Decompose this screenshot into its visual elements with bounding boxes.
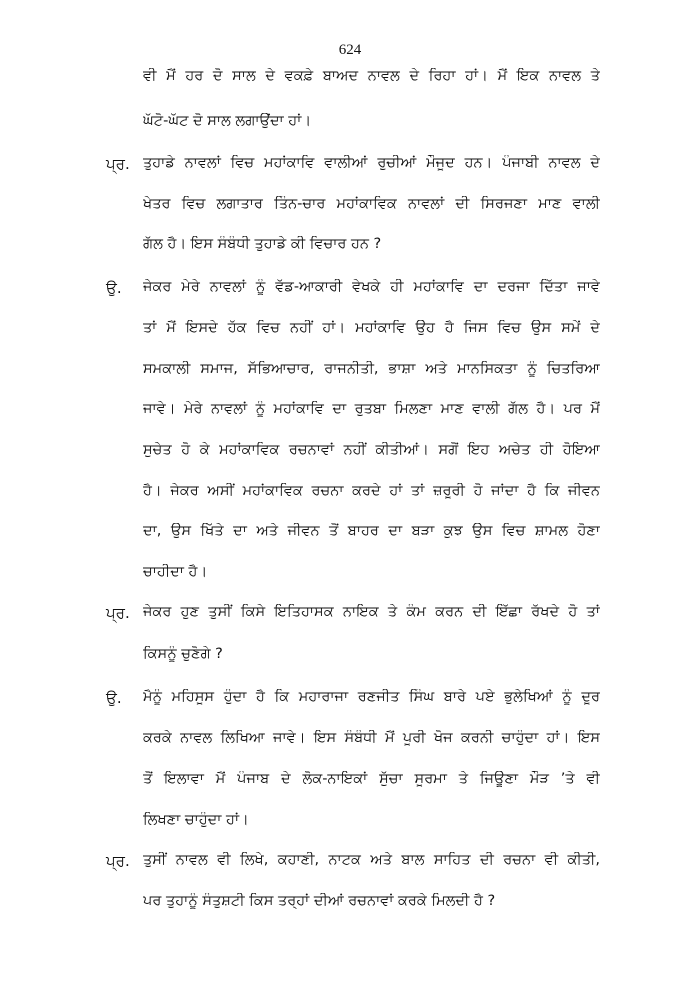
text-line: ਤਾਂ ਮੈਂ ਇਸਦੇ ਹੱਕ ਵਿਚ ਨਹੀਂ ਹਾਂ। ਮਹਾਂਕਾਵਿ ਉਹ ਹੈ ਜਿਸ ਵਿਚ ਉਸ ਸਮੇਂ ਦੇ xyxy=(143,320,600,336)
text-line: ਜੇਕਰ ਮੇਰੇ ਨਾਵਲਾਂ ਨੂੰ ਵੱਡ-ਆਕਾਰੀ ਵੇਖਕੇ ਹੀ ਮਹਾਂਕਾਵਿ ਦਾ ਦਰਜਾ ਦਿੱਤਾ ਜਾਵੇ xyxy=(143,279,600,295)
text-line: ਪਰ ਤੁਹਾਨੂੰ ਸੰਤੁਸ਼ਟੀ ਕਿਸ ਤਰ੍ਹਾਂ ਦੀਆਂ ਰਚਨਾਵਾਂ ਕਰਕੇ ਮਿਲਦੀ ਹੈ ? xyxy=(143,893,496,909)
paragraph-label: ਪ੍ਰ. xyxy=(106,155,130,173)
text-line: ਤੋਂ ਇਲਾਵਾ ਮੈਂ ਪੰਜਾਬ ਦੇ ਲੋਕ-ਨਾਇਕਾਂ ਸੁੱਚਾ ਸੂਰਮਾ ਤੇ ਜਿਊਣਾ ਮੌੜ ’ਤੇ ਵੀ xyxy=(143,771,600,787)
text-line: ਜਾਵੇ। ਮੇਰੇ ਨਾਵਲਾਂ ਨੂੰ ਮਹਾਂਕਾਵਿ ਦਾ ਰੁਤਬਾ ਮਿਲਣਾ ਮਾਣ ਵਾਲੀ ਗੱਲ ਹੈ। ਪਰ ਮੈਂ xyxy=(143,401,600,417)
paragraph-label: ਉ. xyxy=(106,689,122,707)
paragraph-label: ਉ. xyxy=(106,279,122,297)
paragraph-label: ਪ੍ਰ. xyxy=(106,852,130,870)
text-line: ਲਿਖਣਾ ਚਾਹੁੰਦਾ ਹਾਂ। xyxy=(143,812,249,828)
text-line: ਦਾ, ਉਸ ਖਿੱਤੇ ਦਾ ਅਤੇ ਜੀਵਨ ਤੋਂ ਬਾਹਰ ਦਾ ਬੜਾ ਕੁਝ ਉਸ ਵਿਚ ਸ਼ਾਮਲ ਹੋਣਾ xyxy=(143,523,600,539)
text-line: ਗੱਲ ਹੈ। ਇਸ ਸੰਬੰਧੀ ਤੁਹਾਡੇ ਕੀ ਵਿਚਾਰ ਹਨ ? xyxy=(143,236,382,252)
text-line: ਘੱਟੋ-ਘੱਟ ਦੋ ਸਾਲ ਲਗਾਉਂਦਾ ਹਾਂ। xyxy=(143,113,312,129)
text-line: ਮੈਨੂੰ ਮਹਿਸੂਸ ਹੁੰਦਾ ਹੈ ਕਿ ਮਹਾਰਾਜਾ ਰਣਜੀਤ ਸਿੰਘ ਬਾਰੇ ਪਏ ਭੁਲੇਖਿਆਂ ਨੂੰ ਦੂਰ xyxy=(143,689,600,705)
text-line: ਤੁਸੀਂ ਨਾਵਲ ਵੀ ਲਿਖੇ, ਕਹਾਣੀ, ਨਾਟਕ ਅਤੇ ਬਾਲ ਸਾਹਿਤ ਦੀ ਰਚਨਾ ਵੀ ਕੀਤੀ, xyxy=(143,852,600,868)
text-line: ਕਰਕੇ ਨਾਵਲ ਲਿਖਿਆ ਜਾਵੇ। ਇਸ ਸੰਬੰਧੀ ਮੈਂ ਪੂਰੀ ਖੋਜ ਕਰਨੀ ਚਾਹੁੰਦਾ ਹਾਂ। ਇਸ xyxy=(143,730,600,746)
text-line: ਸਮਕਾਲੀ ਸਮਾਜ, ਸੱਭਿਆਚਾਰ, ਰਾਜਨੀਤੀ, ਭਾਸ਼ਾ ਅਤੇ ਮਾਨਸਿਕਤਾ ਨੂੰ ਚਿਤਰਿਆ xyxy=(143,361,600,377)
text-line: ਸੁਚੇਤ ਹੋ ਕੇ ਮਹਾਂਕਾਵਿਕ ਰਚਨਾਵਾਂ ਨਹੀਂ ਕੀਤੀਆਂ। ਸਗੋਂ ਇਹ ਅਚੇਤ ਹੀ ਹੋਇਆ xyxy=(143,442,600,458)
paragraph-label: ਪ੍ਰ. xyxy=(106,604,130,622)
text-line: ਕਿਸਨੂੰ ਚੁਣੋਗੇ ? xyxy=(143,646,223,662)
text-line: ਵੀ ਮੈਂ ਹਰ ਦੋ ਸਾਲ ਦੇ ਵਕਫ਼ੇ ਬਾਅਦ ਨਾਵਲ ਦੇ ਰਿਹਾ ਹਾਂ। ਮੈਂ ਇਕ ਨਾਵਲ ਤੇ xyxy=(143,68,600,84)
text-line: ਤੁਹਾਡੇ ਨਾਵਲਾਂ ਵਿਚ ਮਹਾਂਕਾਵਿ ਵਾਲੀਆਂ ਰੁਚੀਆਂ ਮੌਜੂਦ ਹਨ। ਪੰਜਾਬੀ ਨਾਵਲ ਦੇ xyxy=(143,155,600,171)
text-line: ਹੈ। ਜੇਕਰ ਅਸੀਂ ਮਹਾਂਕਾਵਿਕ ਰਚਨਾ ਕਰਦੇ ਹਾਂ ਤਾਂ ਜ਼ਰੂਰੀ ਹੋ ਜਾਂਦਾ ਹੈ ਕਿ ਜੀਵਨ xyxy=(143,483,600,499)
page-number: 624 xyxy=(338,42,362,58)
text-line: ਜੇਕਰ ਹੁਣ ਤੁਸੀਂ ਕਿਸੇ ਇਤਿਹਾਸਕ ਨਾਇਕ ਤੇ ਕੰਮ ਕਰਨ ਦੀ ਇੱਛਾ ਰੱਖਦੇ ਹੋ ਤਾਂ xyxy=(143,604,600,620)
text-line: ਚਾਹੀਦਾ ਹੈ। xyxy=(143,564,208,580)
text-line: ਖੇਤਰ ਵਿਚ ਲਗਾਤਾਰ ਤਿੰਨ-ਚਾਰ ਮਹਾਂਕਾਵਿਕ ਨਾਵਲਾਂ ਦੀ ਸਿਰਜਣਾ ਮਾਣ ਵਾਲੀ xyxy=(143,196,600,212)
